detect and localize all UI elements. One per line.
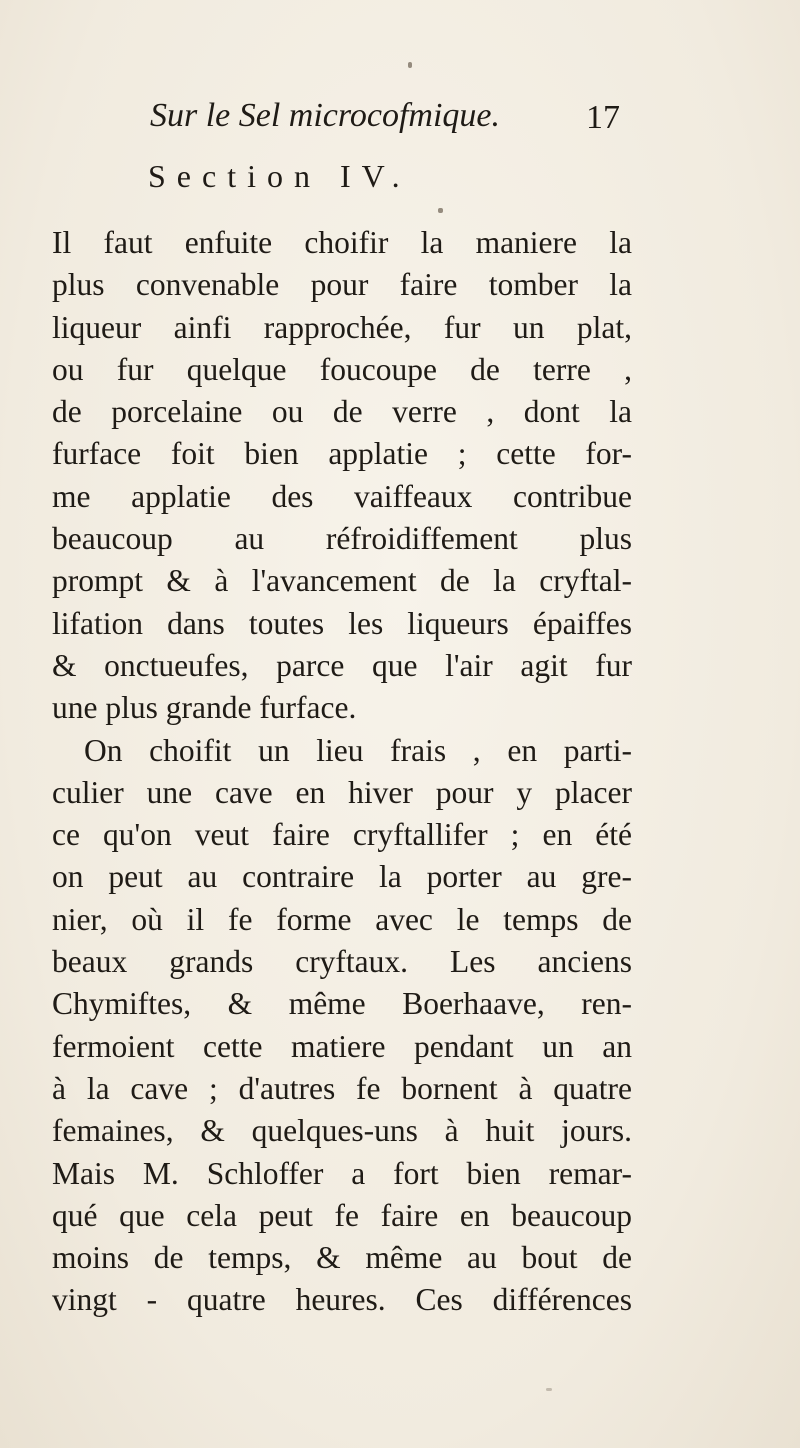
text-line: prompt & à l'avancement de la cryftal- [52, 563, 632, 599]
text-line: qué que cela peut fe faire en beaucoup [52, 1197, 632, 1233]
text-line: Chymiftes, & même Boerhaave, ren- [52, 986, 632, 1022]
text-line: beaux grands cryftaux. Les anciens [52, 944, 632, 980]
text-line: de porcelaine ou de verre , dont la [52, 394, 632, 430]
text-line: nier, où il fe forme avec le temps de [52, 901, 632, 937]
running-title: Sur le Sel microcofmique. [150, 97, 500, 134]
text-line: Mais M. Schloffer a fort bien remar- [52, 1155, 632, 1191]
text-line: femaines, & quelques-uns à huit jours. [52, 1113, 632, 1149]
text-line: furface foit bien applatie ; cette for- [52, 436, 632, 472]
text-line: à la cave ; d'autres fe bornent à quatre [52, 1070, 632, 1106]
text-line: ou fur quelque foucoupe de terre , [52, 351, 632, 387]
text-line: lifation dans toutes les liqueurs épaiffes [52, 605, 632, 641]
text-line: on peut au contraire la porter au gre- [52, 859, 632, 895]
text-line: & onctueufes, parce que l'air agit fur [52, 647, 632, 683]
text-line: On choifit un lieu frais , en parti- [84, 732, 632, 768]
ink-speck [408, 62, 412, 68]
page-number: 17 [586, 99, 620, 136]
text-line: me applatie des vaiffeaux contribue [52, 478, 632, 514]
text-line: culier une cave en hiver pour y placer [52, 774, 632, 810]
text-line: une plus grande furface. [52, 690, 357, 726]
ink-speck [438, 208, 443, 213]
text-line: liqueur ainfi rapprochée, fur un plat, [52, 309, 632, 345]
text-line: ce qu'on veut faire cryftallifer ; en été [52, 817, 632, 853]
text-line: beaucoup au réfroidiffement plus [52, 521, 632, 557]
section-heading: Section IV. [148, 158, 411, 194]
body-text [52, 222, 632, 1322]
text-line: vingt - quatre heures. Ces différences [52, 1282, 632, 1318]
text-line: plus convenable pour faire tomber la [52, 267, 632, 303]
text-line: fermoient cette matiere pendant un an [52, 1028, 632, 1064]
ink-speck [546, 1388, 552, 1391]
page-header [150, 96, 620, 148]
text-line: moins de temps, & même au bout de [52, 1240, 632, 1276]
text-line: Il faut enfuite choifir la maniere la [52, 225, 632, 260]
